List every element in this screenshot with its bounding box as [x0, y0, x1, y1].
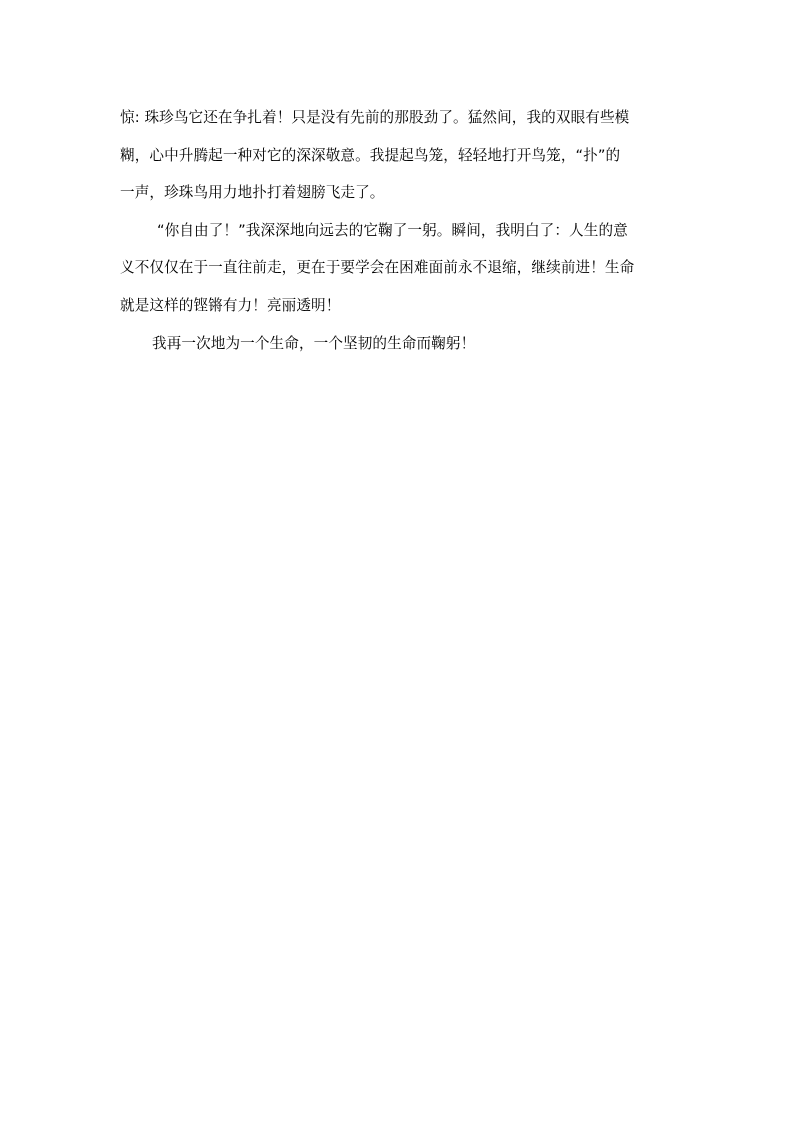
text-line: 糊，心中升腾起一种对它的深深敬意。我提起鸟笼，轻轻地打开鸟笼，“扑”的	[120, 146, 621, 164]
text-line: “你自由了！”我深深地向远去的它鞠了一躬。瞬间，我明白了：人生的意	[157, 221, 628, 239]
text-line: 我再一次地为一个生命，一个坚韧的生命而鞠躬！	[152, 334, 476, 352]
text-line: 惊: 珠珍鸟它还在争扎着！只是没有先前的那股劲了。猛然间，我的双眼有些模	[120, 109, 630, 126]
text-line: 义不仅仅在于一直往前走，更在于要学会在困难面前永不退缩，继续前进！生命	[120, 259, 635, 277]
document-body	[120, 99, 680, 362]
text-line: 就是这样的铿锵有力！亮丽透明！	[120, 296, 341, 314]
text-line: 一声，珍珠鸟用力地扑打着翅膀飞走了。	[120, 184, 385, 202]
